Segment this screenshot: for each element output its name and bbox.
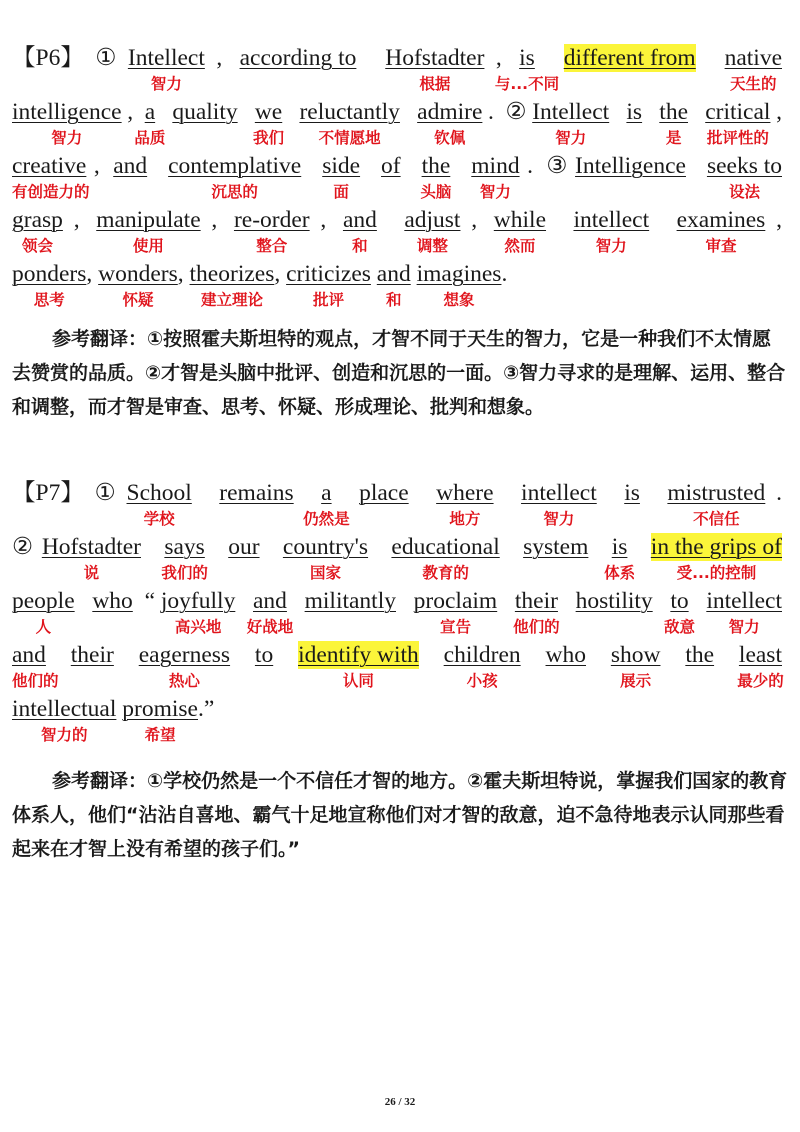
punctuation (368, 44, 374, 72)
gloss-label: 敌意 (663, 618, 695, 636)
vocab-word: show (610, 642, 661, 668)
vocab-word: mistrusted (667, 480, 766, 506)
vocab-word: promise (122, 696, 198, 722)
gloss-label: 与...不同 (494, 75, 560, 93)
punctuation: . (776, 480, 782, 506)
gloss-label: 审查 (705, 237, 737, 255)
vocab-word: admire (417, 99, 483, 125)
vocab-word: to (670, 588, 689, 614)
punctuation: , (73, 207, 86, 233)
vocab-word: intellect (706, 588, 782, 614)
vocab-word: least (738, 642, 782, 668)
gloss-label: 想象 (443, 291, 475, 309)
punctuation: . (501, 261, 508, 287)
vocab-word: is (626, 99, 643, 125)
gloss-label: 受...的控制 (676, 564, 757, 582)
vocab-word: we (254, 99, 283, 125)
punctuation (377, 533, 383, 561)
translation-text: ①按照霍夫斯坦特的观点，才智不同于天生的智力，它是一种我们不太情愿去赞赏的品质。②才智是头脑中批评、创造和沉思的一面。③智力寻求的是理解、运用、整合和调整，而才智是审查、思考、怀疑、形成理论、批判和想象。 (12, 328, 786, 418)
vocab-word: criticizes (286, 261, 371, 287)
vocab-word: Intellect (532, 99, 610, 125)
vocab-word: according to (239, 45, 357, 71)
punctuation (402, 587, 408, 615)
punctuation (268, 533, 274, 561)
punctuation (368, 152, 374, 180)
vocab-word: examines (676, 207, 766, 233)
gloss-label: 智力 (728, 618, 760, 636)
vocab-word: Hofstadter (385, 45, 485, 71)
punctuation (596, 641, 602, 669)
vocab-word: joyfully (160, 588, 236, 614)
punctuation: ① (95, 45, 117, 71)
vocab-word: children (443, 642, 521, 668)
gloss-label: 不情愿地 (318, 129, 381, 147)
vocab-word: intellect (573, 207, 650, 233)
gloss-label: 展示 (620, 672, 652, 690)
punctuation: . (488, 99, 500, 125)
punctuation (293, 587, 299, 615)
translation-label: 参考翻译： (52, 328, 148, 350)
vocab-word: educational (391, 534, 500, 560)
page-separator: / (398, 1096, 402, 1108)
translation-label: 参考翻译： (52, 770, 148, 792)
vocab-word: School (126, 480, 192, 506)
punctuation: , (776, 99, 782, 125)
punctuation (408, 152, 414, 180)
punctuation (123, 641, 129, 669)
vocab-word: their (70, 642, 114, 668)
gloss-label: 认同 (342, 672, 374, 690)
gloss-label: 最少的 (737, 672, 784, 690)
vocab-word: quality (172, 99, 238, 125)
punctuation (419, 479, 425, 507)
punctuation (557, 206, 563, 234)
punctuation: , (177, 261, 190, 287)
gloss-label: 体系 (604, 564, 636, 582)
gloss-label: 有创造力的 (12, 183, 90, 201)
vocab-word: a (321, 480, 332, 506)
vocab-word: intellectual (12, 696, 117, 722)
vocab-word: says (164, 534, 205, 560)
vocab-word: hostility (575, 588, 653, 614)
vocab-word: seeks to (706, 153, 782, 179)
gloss-label: 人 (35, 618, 52, 636)
vocab-word: people (12, 588, 75, 614)
gloss-label: 好战地 (246, 618, 294, 636)
vocab-word: intelligence (12, 99, 122, 125)
punctuation (724, 641, 730, 669)
punctuation (694, 152, 700, 180)
translation-p7 (12, 764, 788, 866)
gloss-label: 天生的 (730, 75, 777, 93)
gloss-label: 设法 (728, 183, 760, 201)
gloss-label: 怀疑 (122, 291, 154, 309)
gloss-label: 智力 (479, 183, 511, 201)
gloss-label: 钦佩 (434, 129, 466, 147)
vocab-word: is (519, 45, 535, 71)
punctuation (530, 641, 536, 669)
vocab-word: reluctantly (299, 99, 400, 125)
vocab-word: the (685, 642, 715, 668)
punctuation (309, 152, 315, 180)
punctuation: , (471, 207, 483, 233)
punctuation (651, 479, 657, 507)
vocab-word: wonders (98, 261, 178, 287)
punctuation: ② (12, 534, 34, 560)
vocab-word: creative (12, 153, 87, 179)
highlighted-phrase: identify with (298, 642, 419, 668)
translation-p6 (12, 322, 788, 424)
punctuation (694, 98, 700, 126)
vocab-word: place (359, 480, 409, 506)
gloss-label: 智力的 (40, 726, 88, 744)
punctuation: ② (505, 99, 527, 125)
vocab-word: our (228, 534, 260, 560)
vocab-word: system (523, 534, 589, 560)
punctuation (304, 479, 310, 507)
gloss-label: 宣告 (439, 618, 471, 636)
page-footer (0, 1096, 800, 1108)
vocab-word: militantly (304, 588, 396, 614)
vocab-word: who (92, 588, 133, 614)
punctuation (81, 587, 87, 615)
gloss-label: 我们 (253, 129, 285, 147)
vocab-word: theorizes (189, 261, 275, 287)
vocab-word: and (12, 642, 46, 668)
vocab-word: remains (219, 480, 294, 506)
vocab-word: their (514, 588, 558, 614)
punctuation (406, 98, 412, 126)
punctuation: .” (198, 696, 215, 722)
gloss-label: 思考 (33, 291, 65, 309)
gloss-label: 和 (352, 237, 368, 255)
punctuation: , (776, 207, 782, 233)
punctuation (342, 479, 348, 507)
gloss-label: 说 (83, 564, 100, 582)
gloss-label: 学校 (143, 510, 175, 528)
vocab-word: mind (471, 153, 520, 179)
punctuation (203, 479, 209, 507)
vocab-word: of (381, 153, 401, 179)
gloss-label: 他们的 (12, 672, 59, 690)
punctuation: “ (138, 588, 155, 614)
punctuation (597, 533, 603, 561)
punctuation (428, 641, 434, 669)
vocab-word: imagines (416, 261, 502, 287)
vocab-word: contemplative (168, 153, 302, 179)
punctuation (241, 587, 247, 615)
vocab-word: intellect (521, 480, 597, 506)
gloss-label: 热心 (168, 672, 200, 690)
page-number: 26 (384, 1096, 396, 1108)
punctuation (508, 533, 514, 561)
highlighted-phrase: different from (563, 45, 696, 71)
vocab-word: side (322, 153, 361, 179)
punctuation (55, 641, 61, 669)
vocab-word: and (376, 261, 411, 287)
vocab-word: the (659, 99, 689, 125)
punctuation (615, 98, 621, 126)
vocab-word: adjust (404, 207, 461, 233)
vocab-word: where (436, 480, 494, 506)
punctuation: , (274, 261, 287, 287)
vocab-word: ponders (12, 261, 87, 287)
punctuation (636, 533, 642, 561)
punctuation: , (320, 207, 333, 233)
punctuation (243, 98, 249, 126)
punctuation (288, 98, 294, 126)
gloss-label: 智力 (150, 75, 182, 93)
gloss-label: 希望 (144, 726, 176, 744)
highlighted-phrase: in the grips of (650, 534, 782, 560)
gloss-label: 智力 (543, 510, 575, 528)
punctuation: ③ (546, 153, 568, 179)
gloss-label: 他们的 (513, 618, 560, 636)
gloss-label: 头脑 (420, 183, 452, 201)
gloss-label: 智力 (595, 237, 627, 255)
punctuation (504, 479, 510, 507)
vocab-word: Hofstadter (41, 534, 141, 560)
punctuation (695, 587, 701, 615)
vocab-word: Intellect (127, 45, 205, 71)
translation-text: ①学校仍然是一个不信任才智的地方。②霍夫斯坦特说，掌握我们国家的教育体系人，他们“沾沾自喜地、霸气十足地宣称他们对才智的敌意，迫不急待地表示认同那些看起来在才智上没有希望的孩子们。” (12, 770, 788, 860)
punctuation (283, 641, 289, 669)
vocab-word: a (144, 99, 156, 125)
punctuation (458, 152, 464, 180)
gloss-label: 面 (333, 183, 349, 201)
gloss-label: 教育的 (422, 564, 469, 582)
gloss-label: 整合 (256, 237, 288, 255)
vocab-word: native (724, 45, 782, 71)
gloss-label: 调整 (416, 237, 448, 255)
vocab-word: critical (705, 99, 771, 125)
gloss-label: 国家 (309, 564, 341, 582)
paragraph-label: 【P7】 (12, 480, 84, 506)
gloss-label: 是 (665, 129, 682, 147)
gloss-label: 智力 (555, 129, 587, 147)
vocab-word: re-order (233, 207, 310, 233)
punctuation (707, 44, 713, 72)
gloss-label: 智力 (51, 129, 83, 147)
punctuation: , (495, 45, 508, 71)
gloss-label: 地方 (449, 510, 481, 528)
punctuation: . (527, 153, 539, 179)
paragraph-label: 【P6】 (12, 45, 84, 71)
gloss-label: 使用 (132, 237, 164, 255)
punctuation (648, 98, 654, 126)
punctuation: , (127, 99, 140, 125)
vocab-word: proclaim (413, 588, 498, 614)
gloss-label: 沉思的 (211, 183, 258, 201)
gloss-label: 建立理论 (200, 291, 263, 309)
punctuation (660, 206, 666, 234)
punctuation (161, 98, 167, 126)
vocab-word: and (342, 207, 377, 233)
punctuation: , (216, 45, 229, 71)
gloss-label: 品质 (134, 129, 166, 147)
gloss-label: 领会 (21, 237, 53, 255)
vocab-word: grasp (12, 207, 63, 233)
gloss-label: 根据 (419, 75, 451, 93)
punctuation: , (211, 207, 224, 233)
punctuation (564, 587, 570, 615)
punctuation: ① (94, 480, 116, 506)
gloss-label: 高兴地 (174, 618, 222, 636)
punctuation (388, 206, 394, 234)
vocab-word: while (493, 207, 547, 233)
page-total: 32 (404, 1096, 416, 1108)
punctuation (670, 641, 676, 669)
gloss-label: 批评 (313, 291, 345, 309)
vocab-word: Intelligence (575, 153, 686, 179)
vocab-word: is (624, 480, 640, 506)
punctuation (155, 152, 161, 180)
punctuation: , (86, 261, 99, 287)
punctuation (659, 587, 665, 615)
vocab-word: who (545, 642, 586, 668)
vocab-word: the (421, 153, 451, 179)
punctuation (214, 533, 220, 561)
vocab-word: and (113, 153, 148, 179)
punctuation (240, 641, 246, 669)
gloss-label: 小孩 (466, 672, 498, 690)
gloss-label: 我们的 (161, 564, 208, 582)
vocab-word: eagerness (138, 642, 231, 668)
punctuation: , (93, 153, 106, 179)
vocab-word: to (254, 642, 274, 668)
punctuation (608, 479, 614, 507)
vocab-word: manipulate (96, 207, 201, 233)
vocab-word: country's (282, 534, 369, 560)
punctuation (150, 533, 156, 561)
punctuation (503, 587, 509, 615)
gloss-label: 和 (386, 291, 402, 309)
gloss-label: 然而 (504, 237, 536, 255)
punctuation (546, 44, 552, 72)
vocab-word: and (253, 588, 287, 614)
gloss-label: 不信任 (693, 510, 740, 528)
gloss-label: 仍然是 (303, 510, 350, 528)
vocab-word: is (611, 534, 628, 560)
gloss-label: 批评性的 (706, 129, 769, 147)
